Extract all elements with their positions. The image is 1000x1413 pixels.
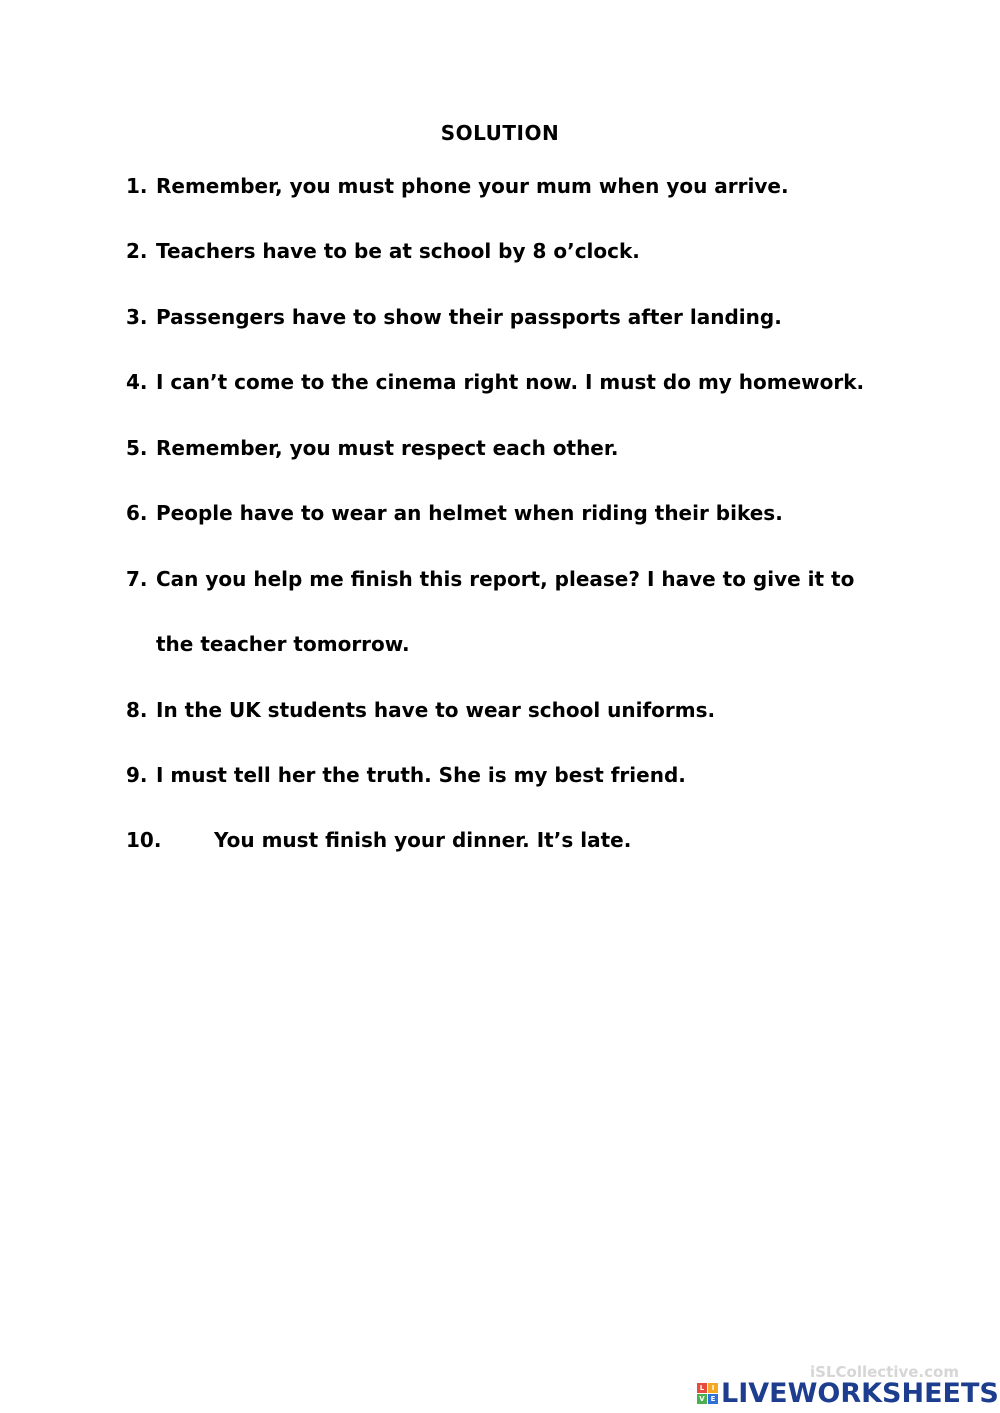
- list-item: [126, 367, 864, 397]
- liveworksheets-wordmark: LIVEWORKSHEETS: [721, 1377, 999, 1409]
- item-text: Passengers have to show their passports after landing.: [156, 305, 782, 329]
- item-text: In the UK students have to wear school uniforms.: [156, 698, 716, 722]
- logo-cell-v: V: [697, 1394, 707, 1404]
- item-number: 8.: [126, 698, 148, 722]
- list-item: [126, 302, 782, 332]
- item-text: Remember, you must phone your mum when you arrive.: [156, 174, 789, 198]
- logo-cell-l: L: [697, 1383, 707, 1393]
- item-number: 9.: [126, 763, 148, 787]
- item-text: Can you help me finish this report, please? I have to give it to: [156, 567, 855, 591]
- item-number: 1.: [126, 174, 148, 198]
- list-item: [126, 825, 631, 855]
- list-item: [126, 236, 640, 266]
- logo-cell-e: E: [708, 1394, 718, 1404]
- item-number: 7.: [126, 567, 148, 591]
- item-text: I must tell her the truth. She is my best friend.: [156, 763, 686, 787]
- item-text: I can’t come to the cinema right now. I must do my homework.: [156, 370, 865, 394]
- islcollective-watermark: iSLCollective.com: [810, 1363, 959, 1381]
- item-text-continuation: the teacher tomorrow.: [156, 632, 410, 656]
- item-number: 5.: [126, 436, 148, 460]
- list-item: [126, 433, 618, 463]
- list-item: [126, 564, 854, 594]
- item-text: Remember, you must respect each other.: [156, 436, 619, 460]
- list-item: [126, 171, 789, 201]
- item-text: Teachers have to be at school by 8 o’clock.: [156, 239, 640, 263]
- item-number: 10.: [126, 828, 162, 852]
- liveworksheets-brand: [697, 1376, 999, 1410]
- item-text: People have to wear an helmet when riding their bikes.: [156, 501, 783, 525]
- list-item: [126, 760, 686, 790]
- list-item: [126, 695, 715, 725]
- page-title: SOLUTION: [440, 121, 560, 145]
- item-number: 3.: [126, 305, 148, 329]
- list-item-continuation: [156, 629, 410, 659]
- liveworksheets-logo-icon: [697, 1383, 718, 1404]
- item-number: 2.: [126, 239, 148, 263]
- logo-cell-i: I: [708, 1383, 718, 1393]
- item-number: 4.: [126, 370, 148, 394]
- item-number: 6.: [126, 501, 148, 525]
- list-item: [126, 498, 783, 528]
- item-text: You must finish your dinner. It’s late.: [214, 828, 632, 852]
